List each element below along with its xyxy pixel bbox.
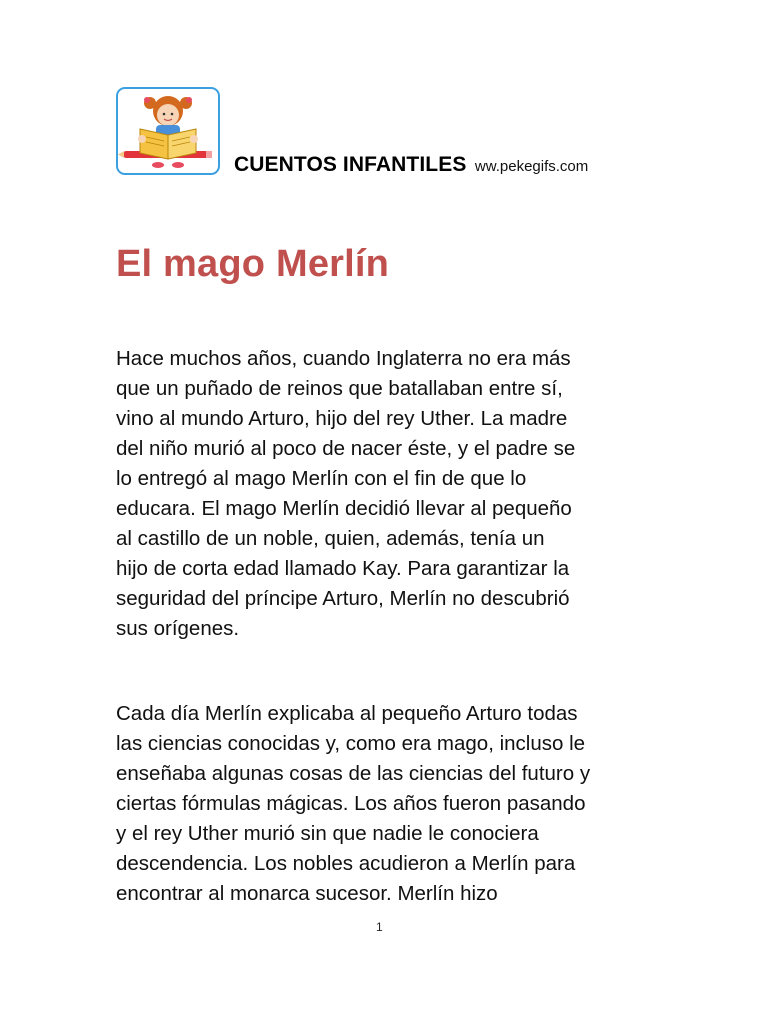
text-line: educara. El mago Merlín decidió llevar al pequeño [116, 497, 572, 520]
text-line: que un puñado de reinos que batallaban entre sí, [116, 377, 563, 400]
story-title: El mago Merlín [116, 243, 390, 285]
text-line: Hace muchos años, cuando Inglaterra no era más [116, 347, 571, 370]
text-line: Cada día Merlín explicaba al pequeño Arturo todas [116, 702, 578, 725]
site-url: ww.pekegifs.com [474, 158, 589, 175]
page-number: 1 [376, 920, 383, 934]
text-line: al castillo de un noble, quien, además, tenía un [116, 527, 545, 550]
text-line: descendencia. Los nobles acudieron a Merlín para [116, 852, 576, 875]
site-title: CUENTOS INFANTILES [234, 153, 467, 176]
text-line: hijo de corta edad llamado Kay. Para garantizar la [116, 557, 570, 580]
story-paragraph-2 [116, 699, 676, 909]
logo-box [116, 87, 220, 175]
site-header [234, 153, 588, 177]
text-line: sus orígenes. [116, 617, 240, 640]
girl-reading-book-icon [118, 89, 218, 173]
text-line: y el rey Uther murió sin que nadie le conociera [116, 822, 539, 845]
text-line: ciertas fórmulas mágicas. Los años fueron pasando [116, 792, 586, 815]
text-line: enseñaba algunas cosas de las ciencias del futuro y [116, 762, 591, 785]
text-line: seguridad del príncipe Arturo, Merlín no descubrió [116, 587, 570, 610]
text-line: lo entregó al mago Merlín con el fin de que lo [116, 467, 527, 490]
story-paragraph-1 [116, 344, 676, 644]
text-line: vino al mundo Arturo, hijo del rey Uther. La madre [116, 407, 568, 430]
text-line: encontrar al monarca sucesor. Merlín hizo [116, 882, 498, 905]
text-line: del niño murió al poco de nacer éste, y el padre se [116, 437, 576, 460]
text-line: las ciencias conocidas y, como era mago, incluso le [116, 732, 586, 755]
